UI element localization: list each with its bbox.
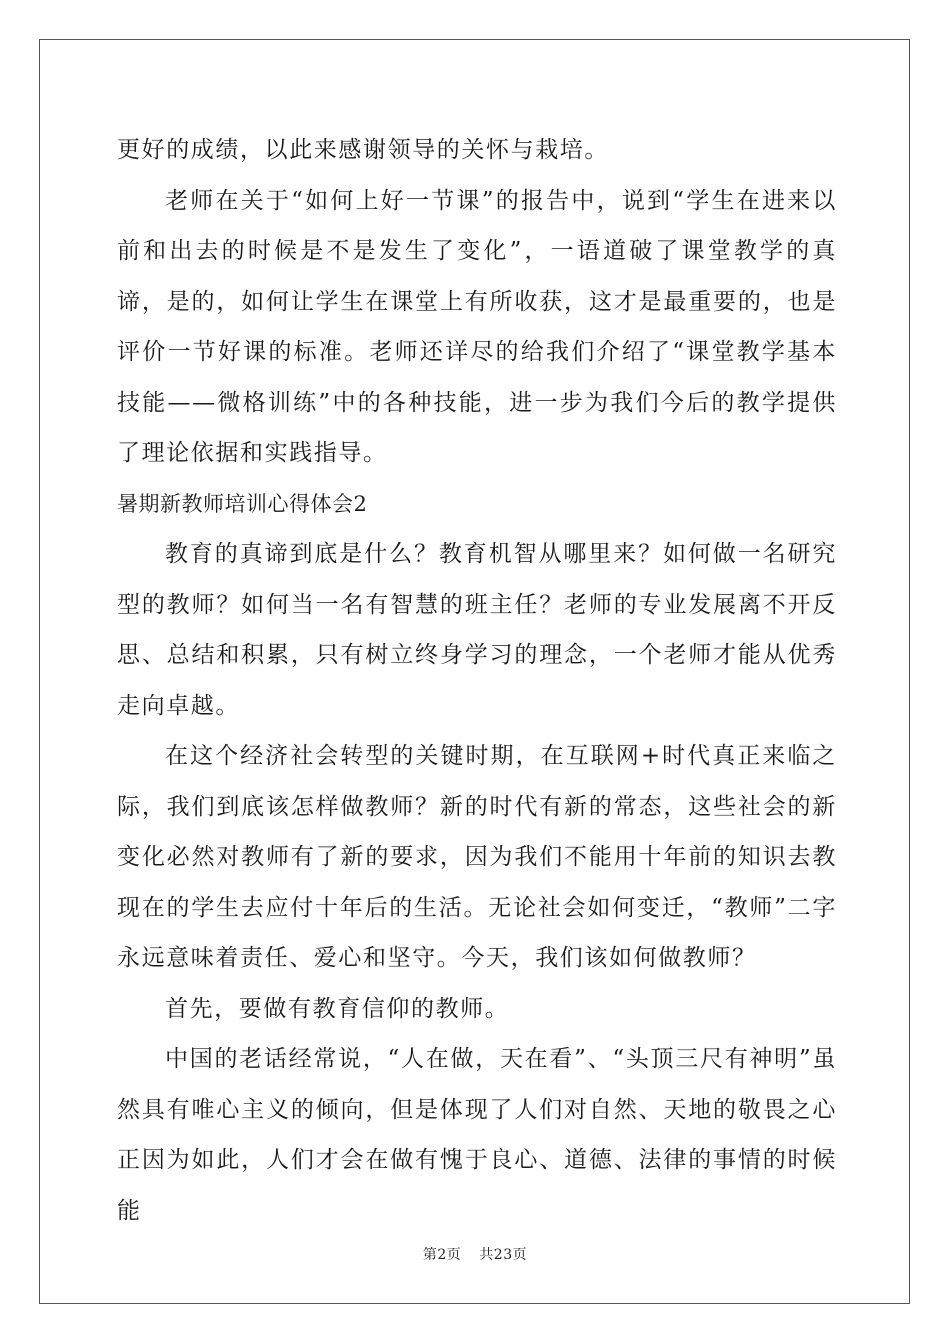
paragraph-6: 中国的老话经常说，“人在做，天在看”、“头顶三尺有神明”虽然具有唯心主义的倾向，但是体现了人们对自然、天地的敬畏之心正因为如此，人们才会在做有愧于良心、道德、法律的事情的时候能: [117, 1046, 837, 1224]
section-title: 暑期新教师培训心得体会2: [117, 491, 368, 516]
page-footer: [0, 1244, 950, 1264]
document-body: [117, 125, 837, 1236]
paragraph-1: 更好的成绩，以此来感谢领导的关怀与栽培。: [117, 137, 609, 163]
page-number: 第2页: [422, 1247, 462, 1263]
paragraph-4: 在这个经济社会转型的关键时期，在互联网+时代真正来临之际，我们到底该怎样做教师？新的时代有新的常态，这些社会的新变化必然对教师有了新的要求，因为我们不能用十年前的知识去教现在的学生去应付十年后的生活。无论社会如何变迁，“教师”二字永远意味着责任、爱心和坚守。今天，我们该如何做教师？: [117, 743, 837, 971]
paragraph-3: 教育的真谛到底是什么？教育机智从哪里来？如何做一名研究型的教师？如何当一名有智慧的班主任？老师的专业发展离不开反思、总结和积累，只有树立终身学习的理念，一个老师才能从优秀走向卓越。: [117, 541, 837, 719]
page-total: 共23页: [479, 1247, 528, 1263]
paragraph-5: 首先，要做有教育信仰的教师。: [165, 995, 510, 1022]
paragraph-2: 老师在关于“如何上好一节课”的报告中，说到“学生在进来以前和出去的时候是不是发生了变化”，一语道破了课堂教学的真谛，是的，如何让学生在课堂上有所收获，这才是最重要的，也是评价一节好课的标准。老师还详尽的给我们介绍了“课堂教学基本技能——微格训练”中的各种技能，进一步为我们今后的教学提供了理论依据和实践指导。: [117, 187, 837, 466]
